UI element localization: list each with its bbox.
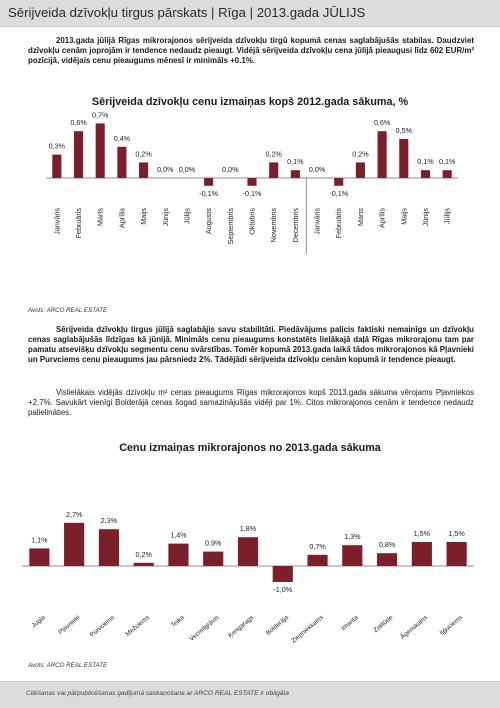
value-label-9: 1,3% xyxy=(344,532,361,542)
value-label-4: 0,2% xyxy=(135,149,152,159)
value-label-7: -1,0% xyxy=(273,585,293,594)
value-label-5: 0,0% xyxy=(157,165,174,174)
category-label-17: Jūnijs xyxy=(420,208,430,227)
bar-4 xyxy=(168,544,188,566)
category-label-3: Aprīlis xyxy=(117,208,127,228)
value-label-1: 0,6% xyxy=(70,118,87,128)
value-label-18: 0,1% xyxy=(438,157,456,167)
footer-note: Citēšanas vai pārpublicēšanas gadījumā saskaņošana ar ARCO REAL ESTATE ir obligāta xyxy=(26,690,289,697)
page-footer xyxy=(0,681,500,708)
value-label-2: 0,7% xyxy=(92,110,109,120)
bar-9 xyxy=(247,178,256,186)
intro-paragraph: 2013.gada jūlijā Rīgas mikrorajonos sērijveida dzīvokļu tirgū kopumā cenas saglabājušās stabilas. Daudzviet dzīvokļu cenām joprojām ir tendence nedaudz pieaugt. Vidējā sērijveida dzīvokļu cena jūlijā pieaugusi līdz 602 EUR/m² pozīcijā, vidējais cenu pieaugums mēnesī ir minimāls +0.1%. xyxy=(28,36,474,65)
page-header xyxy=(0,0,500,27)
value-label-0: 1,1% xyxy=(31,535,48,545)
value-label-0: 0,3% xyxy=(48,141,66,151)
category-label-10: Novembris xyxy=(269,208,279,243)
bar-17 xyxy=(421,170,430,178)
bar-7 xyxy=(204,178,213,186)
bar-3 xyxy=(117,147,126,178)
bar-2 xyxy=(99,529,119,566)
category-label-9: Oktobris xyxy=(247,208,257,235)
value-label-17: 0,1% xyxy=(417,157,434,167)
bar-16 xyxy=(399,139,408,178)
value-label-6: 0,0% xyxy=(178,165,196,174)
value-label-10: 0,8% xyxy=(378,540,396,550)
value-label-8: 0,7% xyxy=(309,541,326,551)
chart1-source: Avots: ARCO REAL ESTATE xyxy=(28,307,108,314)
bar-1 xyxy=(74,131,83,178)
bar-3 xyxy=(134,563,154,566)
category-label-1: Februāris xyxy=(74,208,84,239)
chart1-title: Sērijveida dzīvokļu cenu izmaiņas kopš 2012.gada sākuma, % xyxy=(91,96,409,108)
value-label-16: 0,5% xyxy=(395,126,412,135)
category-label-2: Marts xyxy=(95,208,105,226)
bar-14 xyxy=(356,162,365,178)
category-label-16: Maijs xyxy=(399,208,409,225)
value-label-9: -0,1% xyxy=(242,188,262,198)
category-label-9: Imanta xyxy=(340,614,360,633)
value-label-14: 0,2% xyxy=(352,149,369,159)
category-label-10: Zolitūde xyxy=(372,614,395,635)
category-label-8: Ziepniekkalns xyxy=(290,614,325,645)
category-label-5: Jūnijs xyxy=(160,208,170,227)
category-label-4: Maijs xyxy=(139,208,149,225)
category-label-6: Ķengarags xyxy=(227,614,256,640)
category-label-5: Vecmīlgrāvis xyxy=(188,614,221,643)
category-label-0: Janvāris xyxy=(52,208,62,235)
bar-11 xyxy=(412,542,432,566)
bar-4 xyxy=(139,162,148,178)
district-summary-paragraph: Vislielākais vidējās dzīvokļu m² cenas pieaugums Rīgas mikrorajonos kopš 2013.gada sākuma vērojams Pļavniekos +2.7%. Savukārt vienīgi Bolderājā cenas šogad samazinājušās vidēji par 1%. Citos mikrorajonos cenām ir tendence nedaudz palielināties. xyxy=(28,388,474,417)
category-label-12: Janvāris xyxy=(312,208,322,235)
category-label-1: Pļavnieki xyxy=(57,614,82,636)
value-label-4: 1,4% xyxy=(170,530,187,540)
value-label-5: 0,9% xyxy=(205,538,222,548)
category-label-7: Bolderāja xyxy=(264,614,291,637)
value-label-12: 0,0% xyxy=(308,165,326,174)
bar-9 xyxy=(342,545,362,566)
value-label-12: 1,5% xyxy=(448,529,465,538)
category-label-8: Septembris xyxy=(225,208,235,245)
category-label-18: Jūlijs xyxy=(442,208,452,224)
category-label-7: Augusts xyxy=(204,208,214,234)
bar-5 xyxy=(203,552,223,566)
value-label-11: 0,1% xyxy=(287,157,304,167)
bar-6 xyxy=(238,537,258,566)
bar-10 xyxy=(269,162,278,178)
bar-8 xyxy=(307,555,327,566)
bar-0 xyxy=(52,155,61,178)
bar-1 xyxy=(64,523,84,566)
value-label-6: 1,8% xyxy=(239,524,257,534)
value-label-2: 2,3% xyxy=(100,516,118,526)
bar-15 xyxy=(378,131,387,178)
category-label-11: Āgenskalns xyxy=(399,614,430,641)
chart2-title: Cenu izmaiņas mikrorajonos no 2013.gada sākuma xyxy=(119,442,381,454)
district-change-chart xyxy=(0,492,500,662)
category-label-14: Marts xyxy=(355,208,365,226)
category-label-15: Aprīlis xyxy=(377,208,387,228)
bar-2 xyxy=(96,123,105,178)
bar-18 xyxy=(443,170,452,178)
bar-13 xyxy=(334,178,343,186)
bar-10 xyxy=(377,553,397,566)
value-label-8: 0,0% xyxy=(222,165,239,174)
category-label-13: Februāris xyxy=(334,208,344,239)
category-label-12: Iļģuciems xyxy=(438,614,464,637)
bar-7 xyxy=(273,566,293,582)
category-label-2: Purvciems xyxy=(88,614,117,639)
bar-11 xyxy=(291,170,300,178)
value-label-10: 0,2% xyxy=(265,149,282,159)
bar-0 xyxy=(29,548,49,566)
category-label-4: Teika xyxy=(169,614,186,630)
category-label-3: Mežciems xyxy=(124,614,151,639)
value-label-3: 0,2% xyxy=(135,549,152,559)
value-label-3: 0,4% xyxy=(113,133,131,143)
value-label-11: 1,5% xyxy=(413,529,431,538)
page-title: Sērijveida dzīvokļu tirgus pārskats | Rīga | 2013.gada JŪLIJS xyxy=(8,5,366,20)
value-label-13: -0,1% xyxy=(329,188,349,198)
chart2-source: Avots: ARCO REAL ESTATE xyxy=(28,662,108,669)
category-label-11: Decembris xyxy=(290,208,300,243)
value-label-1: 2,7% xyxy=(65,509,83,519)
stability-paragraph: Sērijveida dzīvokļu tirgus jūlijā saglabājis savu stabilitāti. Piedāvājums palicis faktiski nemainīgs un dzīvokļu cenas saglabājušās līdzīgas kā jūnijā. Minimāls cenu pieaugums konstatēts lielākajā daļā Rīgas mikrorajonu tam par pamatu atsevišķu dzīvokļu segmentu cenu svārstības. Tomēr kopumā 2013.gada laikā tādos mikrorajonos kā Pļavnieki un Purvciems cenu pieaugums jau pārsniedz 2%. Tādējādi sērijveida dzīvokļu cenām kopumā ir tendence pieaugt. xyxy=(28,325,474,364)
category-label-0: Jugla xyxy=(30,614,47,630)
bar-12 xyxy=(447,542,467,566)
category-label-6: Jūlijs xyxy=(182,208,192,224)
value-label-7: -0,1% xyxy=(199,188,219,198)
value-label-15: 0,6% xyxy=(373,118,391,128)
monthly-change-chart xyxy=(0,108,500,308)
